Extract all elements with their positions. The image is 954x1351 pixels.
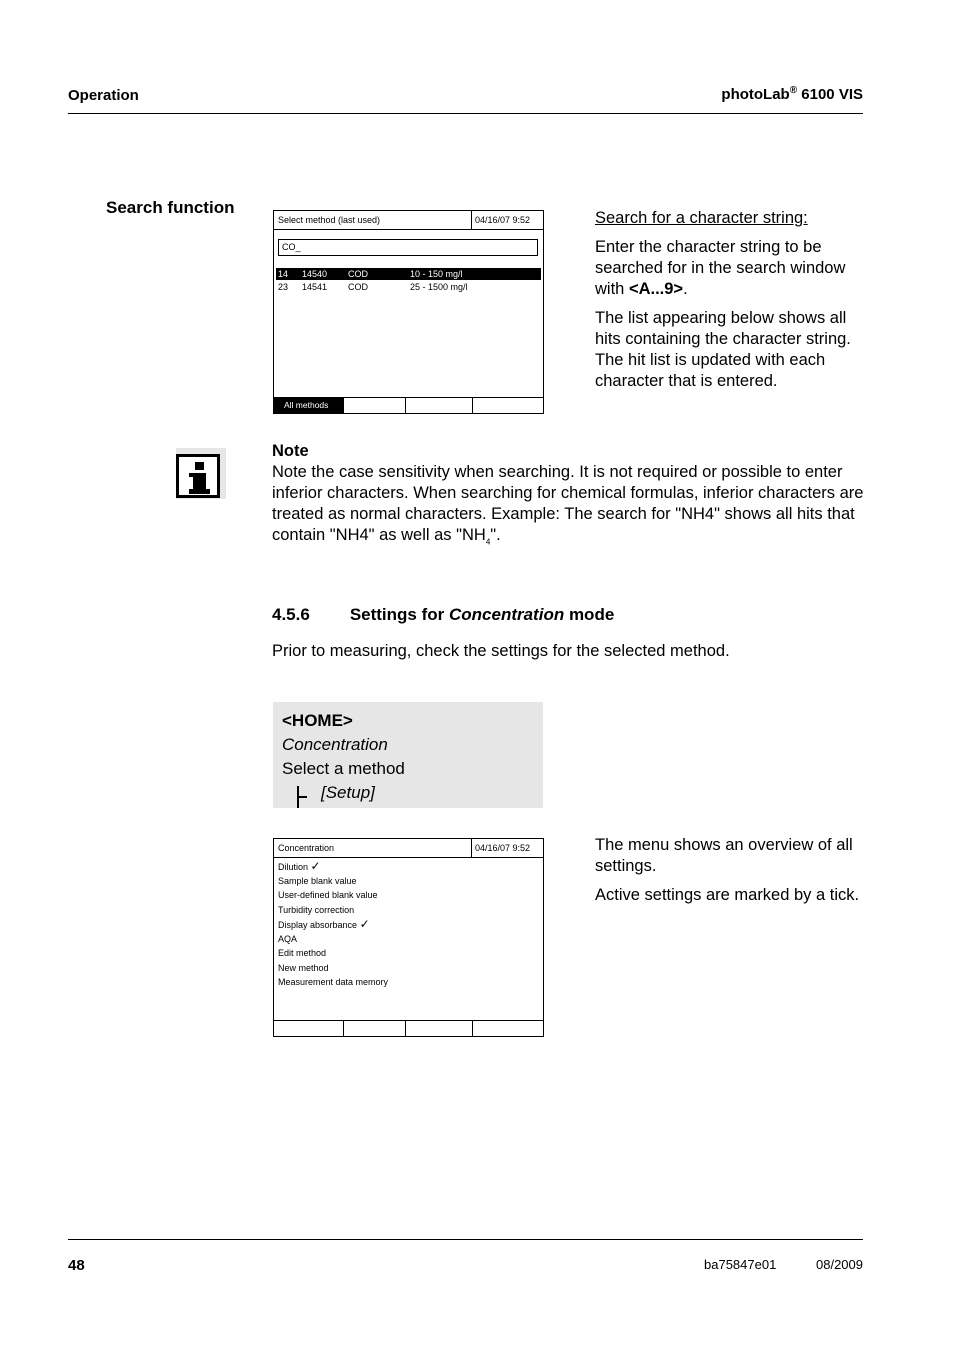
document-date: 08/2009: [816, 1257, 863, 1272]
section-title-post: mode: [564, 605, 615, 624]
header-model: 6100 VIS: [797, 86, 863, 103]
search-key-label: <A...9>: [628, 280, 684, 298]
note-text-end: ".: [490, 526, 501, 544]
screen-datetime: 04/16/07 9:52: [475, 215, 531, 225]
method-row-name: COD: [348, 269, 368, 279]
softkey-4[interactable]: [473, 398, 543, 413]
settings-menu: [278, 859, 533, 990]
search-para-2: The list appearing below shows all hits containing the character string. The hit list is updated with each character that is entered.: [595, 309, 851, 390]
method-row-num: 14: [278, 269, 289, 279]
menu-item-label: Measurement data memory: [278, 977, 389, 987]
note-text-body: Note the case sensitivity when searching. It is not required or possible to enter inferior characters. When searching for chemical formulas, inferior characters are treated as normal characters. Example: The search for "NH4" shows all hits that contain "NH4" as well as "NH: [272, 463, 864, 544]
search-subheading: Search for a character string:: [595, 209, 808, 227]
screen-search-input[interactable]: [278, 239, 538, 256]
softkey-all-methods[interactable]: [274, 398, 344, 413]
settings-para-2: Active settings are marked by a tick.: [595, 886, 860, 904]
info-icon: [176, 448, 226, 499]
header-product-name: [721, 85, 863, 103]
nav-branch-line: [297, 786, 307, 806]
menu-item-label: Sample blank value: [278, 875, 357, 886]
note-text: [272, 462, 864, 552]
note-block: [272, 441, 864, 552]
menu-item-label: Dilution: [278, 862, 309, 872]
softkey-1[interactable]: [274, 1021, 344, 1036]
device-screen-concentration-settings: [273, 838, 544, 1037]
info-icon-dot: [195, 462, 204, 470]
method-row-range: 10 - 150 mg/l: [410, 269, 463, 279]
softkey-3[interactable]: [406, 1021, 473, 1036]
screen-datetime-box: [471, 211, 543, 229]
section-intro: Prior to measuring, check the settings for the selected method.: [272, 642, 730, 660]
menu-item-dilution[interactable]: [278, 859, 533, 874]
method-row[interactable]: [276, 281, 541, 293]
menu-item-turbidity-correction[interactable]: [278, 903, 533, 918]
softkey-label: All methods: [284, 400, 329, 410]
screen-softkey-bar: [274, 1020, 543, 1036]
device-screen-select-method: [273, 210, 544, 414]
screen-datetime-box: [471, 839, 543, 857]
method-row-id: 14540: [302, 269, 328, 279]
section-heading: [272, 605, 614, 625]
screen-search-value: CO_: [282, 242, 301, 252]
menu-item-edit-method[interactable]: [278, 946, 533, 961]
section-title-pre: Settings for: [349, 605, 449, 624]
header-registered-mark: ®: [789, 85, 798, 96]
method-row-name: COD: [348, 282, 368, 292]
settings-para-1: The menu shows an overview of all settings.: [595, 836, 853, 875]
navigation-path-box: [273, 702, 543, 808]
menu-item-label: AQA: [278, 933, 298, 944]
info-icon-foot: [189, 489, 210, 494]
nav-mode: Concentration: [282, 735, 388, 754]
header-rule: [68, 113, 863, 114]
menu-item-aqa[interactable]: [278, 932, 533, 947]
search-para-1-text: Enter the character string to be searched for in the search window with: [595, 238, 846, 298]
method-row-range: 25 - 1500 mg/l: [410, 282, 468, 292]
side-heading-search-function: Search function: [106, 198, 235, 217]
tick-icon: ✓: [359, 917, 370, 931]
search-para-1: [595, 237, 863, 300]
screen-title-bar: [274, 839, 543, 858]
screen-title-bar: [274, 211, 543, 230]
settings-description: [595, 835, 860, 914]
screen-datetime: 04/16/07 9:52: [475, 843, 531, 853]
menu-item-label: Turbidity correction: [278, 904, 355, 915]
section-number: 4.5.6: [272, 605, 310, 624]
header-section-title: Operation: [68, 87, 139, 104]
menu-item-label: User-defined blank value: [278, 890, 378, 900]
screen-title: Select method (last used): [278, 215, 381, 225]
info-icon-frame: [176, 454, 220, 498]
method-row[interactable]: [276, 268, 541, 280]
softkey-3[interactable]: [406, 398, 473, 413]
nav-step: Select a method: [282, 759, 405, 778]
tick-icon: ✓: [310, 859, 321, 873]
note-title: Note: [272, 442, 309, 460]
method-row-id: 14541: [302, 282, 328, 292]
softkey-2[interactable]: [344, 398, 406, 413]
header-brand: photoLab: [721, 86, 790, 103]
menu-item-user-defined-blank-value[interactable]: [278, 888, 533, 903]
search-para-1-end: .: [683, 280, 688, 298]
search-description: [595, 208, 863, 400]
document-id: ba75847e01: [704, 1257, 777, 1272]
page-number: 48: [68, 1257, 85, 1274]
menu-item-label: Display absorbance: [278, 920, 358, 930]
menu-item-sample-blank-value[interactable]: [278, 874, 533, 889]
menu-item-label: New method: [278, 962, 329, 973]
nav-home-key: <HOME>: [282, 711, 353, 730]
menu-item-measurement-data-memory[interactable]: [278, 975, 533, 990]
screen-softkey-bar: [274, 397, 543, 413]
screen-title: Concentration: [278, 843, 335, 853]
softkey-2[interactable]: [344, 1021, 406, 1036]
note-subscript: 4: [485, 537, 491, 547]
section-title-mode: Concentration: [448, 605, 565, 624]
nav-setup: [Setup]: [321, 783, 375, 802]
menu-item-display-absorbance[interactable]: [278, 917, 533, 932]
footer-rule: [68, 1239, 863, 1240]
softkey-4[interactable]: [473, 1021, 543, 1036]
method-row-num: 23: [278, 282, 289, 292]
menu-item-new-method[interactable]: [278, 961, 533, 976]
menu-item-label: Edit method: [278, 948, 327, 958]
